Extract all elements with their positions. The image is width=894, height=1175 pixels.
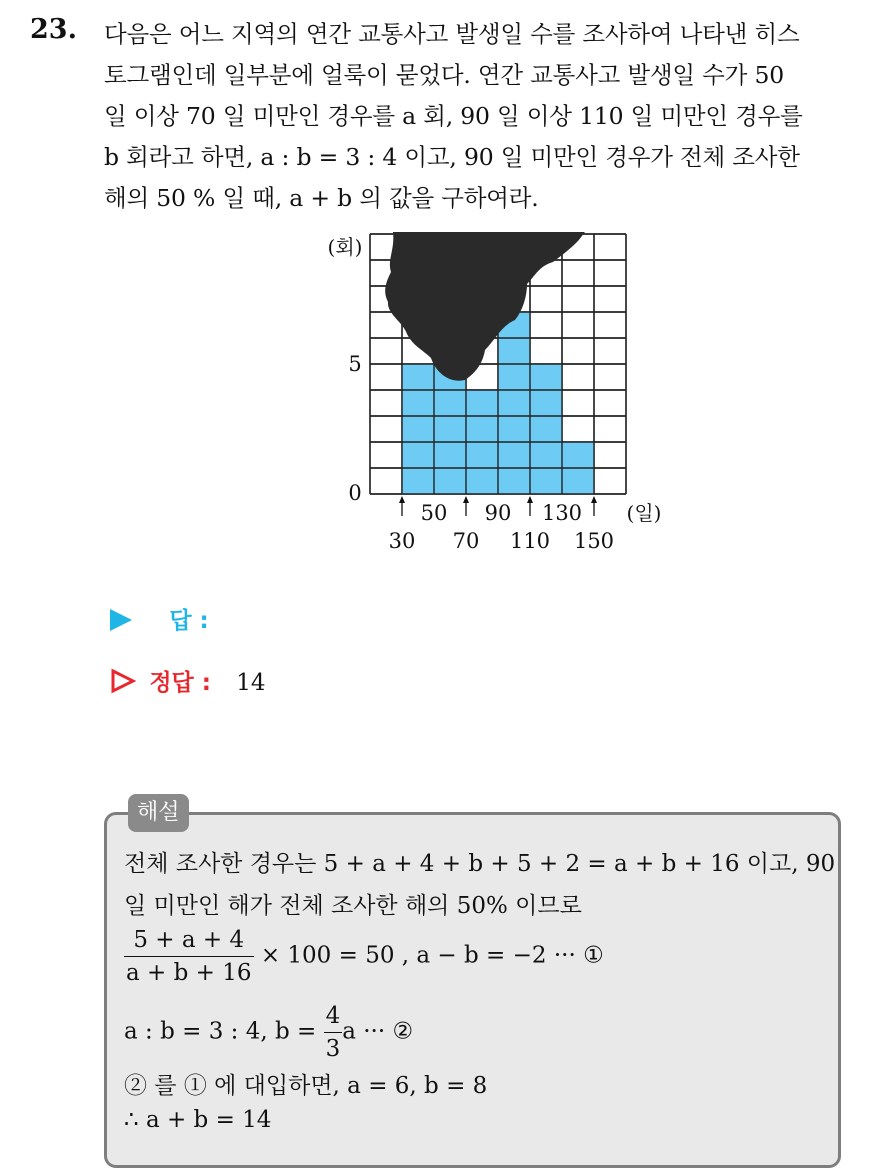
ink-stain (385, 232, 585, 381)
solution-equation-line (124, 927, 604, 986)
y-axis-label: (회) (327, 235, 363, 259)
fraction-denominator: a + b + 16 (126, 960, 252, 986)
solution-line: ② 를 ① 에 대입하면, a = 6, b = 8 (124, 1073, 488, 1099)
x-tick-label: 130 (541, 501, 583, 525)
correct-answer-value: 14 (236, 670, 266, 696)
question-text (104, 14, 894, 219)
outline-triangle-icon (110, 668, 136, 694)
y-tick-label: 0 (348, 481, 362, 505)
x-tick-label: 110 (509, 529, 551, 553)
question-line: 토그램인데 일부분에 얼룩이 묻었다. 연간 교통사고 발생일 수가 50 (104, 61, 784, 89)
x-tick-label: 90 (484, 501, 512, 525)
equation-rest: × 100 = 50 , a − b = −2 ··· ① (260, 942, 604, 969)
question-line: 다음은 어느 지역의 연간 교통사고 발생일 수를 조사하여 나타낸 히스 (104, 20, 800, 48)
x-tick-arrow-head (463, 496, 469, 503)
answer-label: 답 : (169, 608, 209, 634)
y-tick-label: 5 (348, 352, 362, 376)
fraction-denominator: 3 (325, 1036, 341, 1062)
fraction-numerator: 4 (324, 1003, 343, 1033)
solution-line: 전체 조사한 경우는 5 + a + 4 + b + 5 + 2 = a + b + 16 이고, 90 (124, 851, 836, 877)
question-number: 23. (30, 14, 77, 45)
histogram-bar (530, 364, 562, 494)
x-tick-label: 150 (573, 529, 615, 553)
question-line: 해의 50 % 일 때, a + b 의 값을 구하여라. (104, 184, 539, 212)
equation-prefix: a : b = 3 : 4, b = (124, 1018, 317, 1045)
fraction (124, 927, 254, 986)
x-tick-arrow-head (399, 496, 405, 503)
question-line: 일 이상 70 일 미만인 경우를 a 회, 90 일 이상 110 일 미만인 경우를 (104, 102, 803, 130)
x-tick-label: 30 (388, 529, 416, 553)
equation-suffix: a ··· ② (342, 1018, 414, 1045)
question-line: b 회라고 하면, a : b = 3 : 4 이고, 90 일 미만인 경우가 전체 조사한 (104, 143, 800, 171)
fraction-numerator: 5 + a + 4 (124, 927, 254, 957)
solution-tag: 해설 (128, 794, 189, 832)
x-tick-arrow-head (591, 496, 597, 503)
histogram-bar (498, 312, 530, 494)
solution-line: 일 미만인 해가 전체 조사한 해의 50% 이므로 (124, 893, 582, 919)
solution-line: ∴ a + b = 14 (124, 1107, 272, 1133)
x-tick-label: 70 (452, 529, 480, 553)
x-axis-label: (일) (626, 501, 662, 525)
correct-answer-label: 정답 : (149, 670, 211, 696)
histogram-bar (402, 364, 434, 494)
play-triangle-icon (110, 609, 132, 631)
fraction (324, 1003, 343, 1062)
answer-row (110, 602, 227, 635)
histogram-chart (315, 222, 662, 562)
correct-answer-row (110, 664, 266, 697)
x-tick-arrow-head (527, 496, 533, 503)
solution-equation-line (124, 1003, 413, 1062)
x-tick-label: 50 (420, 501, 448, 525)
